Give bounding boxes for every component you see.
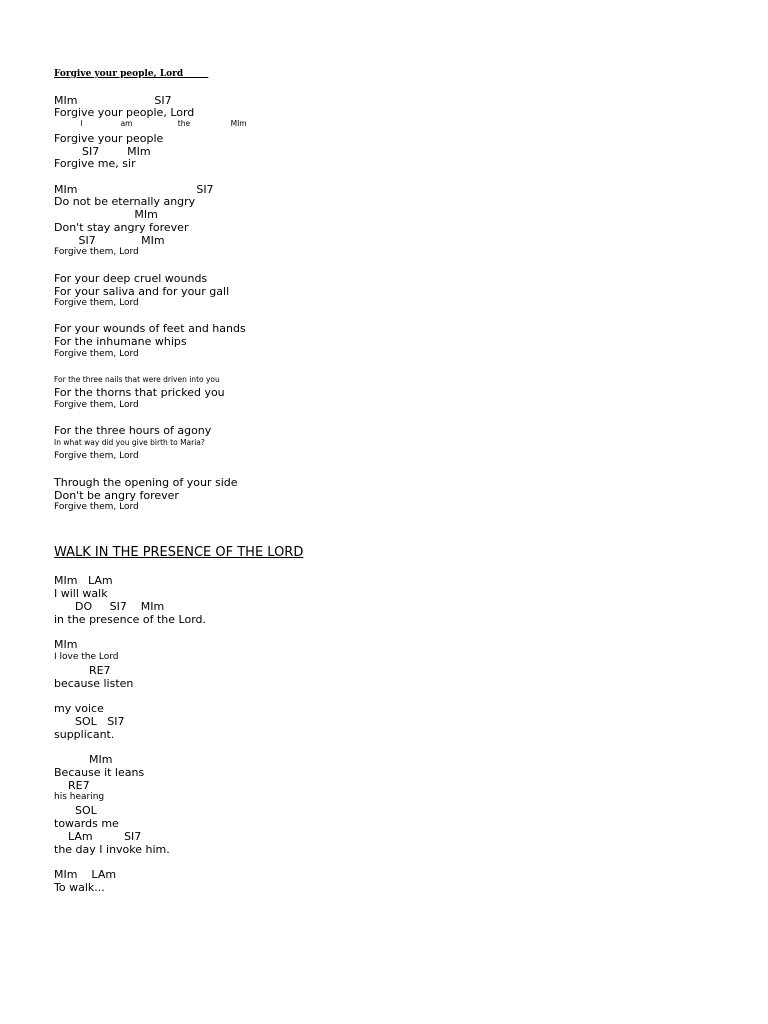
chord-line: MIm LAm bbox=[54, 574, 113, 587]
lyric-line: Forgive me, sir bbox=[54, 157, 136, 170]
lyric-line: Forgive them, Lord bbox=[54, 247, 139, 257]
chord-line: MIm bbox=[54, 208, 158, 221]
chord-line: SI7 MIm bbox=[54, 234, 165, 247]
lyric-line: towards me bbox=[54, 817, 119, 830]
chord-line: SOL bbox=[54, 804, 97, 817]
lyric-line: Don't be angry forever bbox=[54, 489, 179, 502]
lyric-line: For the three hours of agony bbox=[54, 424, 212, 437]
lyric-line: Because it leans bbox=[54, 766, 145, 779]
chord-line: MIm bbox=[54, 638, 78, 651]
lyric-line: Don't stay angry forever bbox=[54, 221, 189, 234]
chord-line: RE7 bbox=[54, 779, 90, 792]
lyric-line: In what way did you give birth to Maria? bbox=[54, 438, 205, 447]
lyric-line: Do not be eternally angry bbox=[54, 195, 196, 208]
lyric-line: Through the opening of your side bbox=[54, 476, 238, 489]
lyric-line: Forgive them, Lord bbox=[54, 298, 139, 308]
lyric-line: my voice bbox=[54, 702, 104, 715]
chord-line: DO SI7 MIm bbox=[54, 600, 165, 613]
lyric-line: Forgive them, Lord bbox=[54, 451, 139, 461]
lyric-line: I will walk bbox=[54, 587, 108, 600]
chord-line: MIm LAm bbox=[54, 868, 117, 881]
lyric-line: supplicant. bbox=[54, 728, 115, 741]
lyric-line: his hearing bbox=[54, 792, 105, 802]
lyric-line: I am the MIm bbox=[54, 119, 247, 128]
lyric-line: the day I invoke him. bbox=[54, 843, 170, 856]
lyric-line: Forgive your people bbox=[54, 132, 164, 145]
chord-line: MIm bbox=[54, 753, 113, 766]
chord-line: RE7 bbox=[54, 664, 111, 677]
lyric-line: For your saliva and for your gall bbox=[54, 285, 230, 298]
chord-line: LAm SI7 bbox=[54, 830, 142, 843]
lyric-line: I love the Lord bbox=[54, 652, 119, 662]
lyric-line: For your deep cruel wounds bbox=[54, 272, 208, 285]
lyric-line: For the three nails that were driven into you bbox=[54, 375, 220, 384]
lyric-line: To walk... bbox=[54, 881, 105, 894]
chord-line: MIm SI7 bbox=[54, 94, 172, 107]
lyric-line: For the inhumane whips bbox=[54, 335, 187, 348]
chord-line: SI7 MIm bbox=[54, 145, 151, 158]
lyric-line: For the thorns that pricked you bbox=[54, 386, 225, 399]
lyric-line: For your wounds of feet and hands bbox=[54, 322, 246, 335]
lyric-line: because listen bbox=[54, 677, 134, 690]
lyric-line: Forgive them, Lord bbox=[54, 502, 139, 512]
lyric-line: Forgive them, Lord bbox=[54, 400, 139, 410]
lyric-line: in the presence of the Lord. bbox=[54, 613, 207, 626]
lyric-line: Forgive them, Lord bbox=[54, 349, 139, 359]
lyric-line: Forgive your people, Lord bbox=[54, 106, 195, 119]
song-title-forgive: Forgive your people, Lord bbox=[54, 69, 209, 79]
chord-line: SOL SI7 bbox=[54, 715, 125, 728]
chord-line: MIm SI7 bbox=[54, 183, 214, 196]
song-title-walk: WALK IN THE PRESENCE OF THE LORD bbox=[54, 545, 304, 560]
